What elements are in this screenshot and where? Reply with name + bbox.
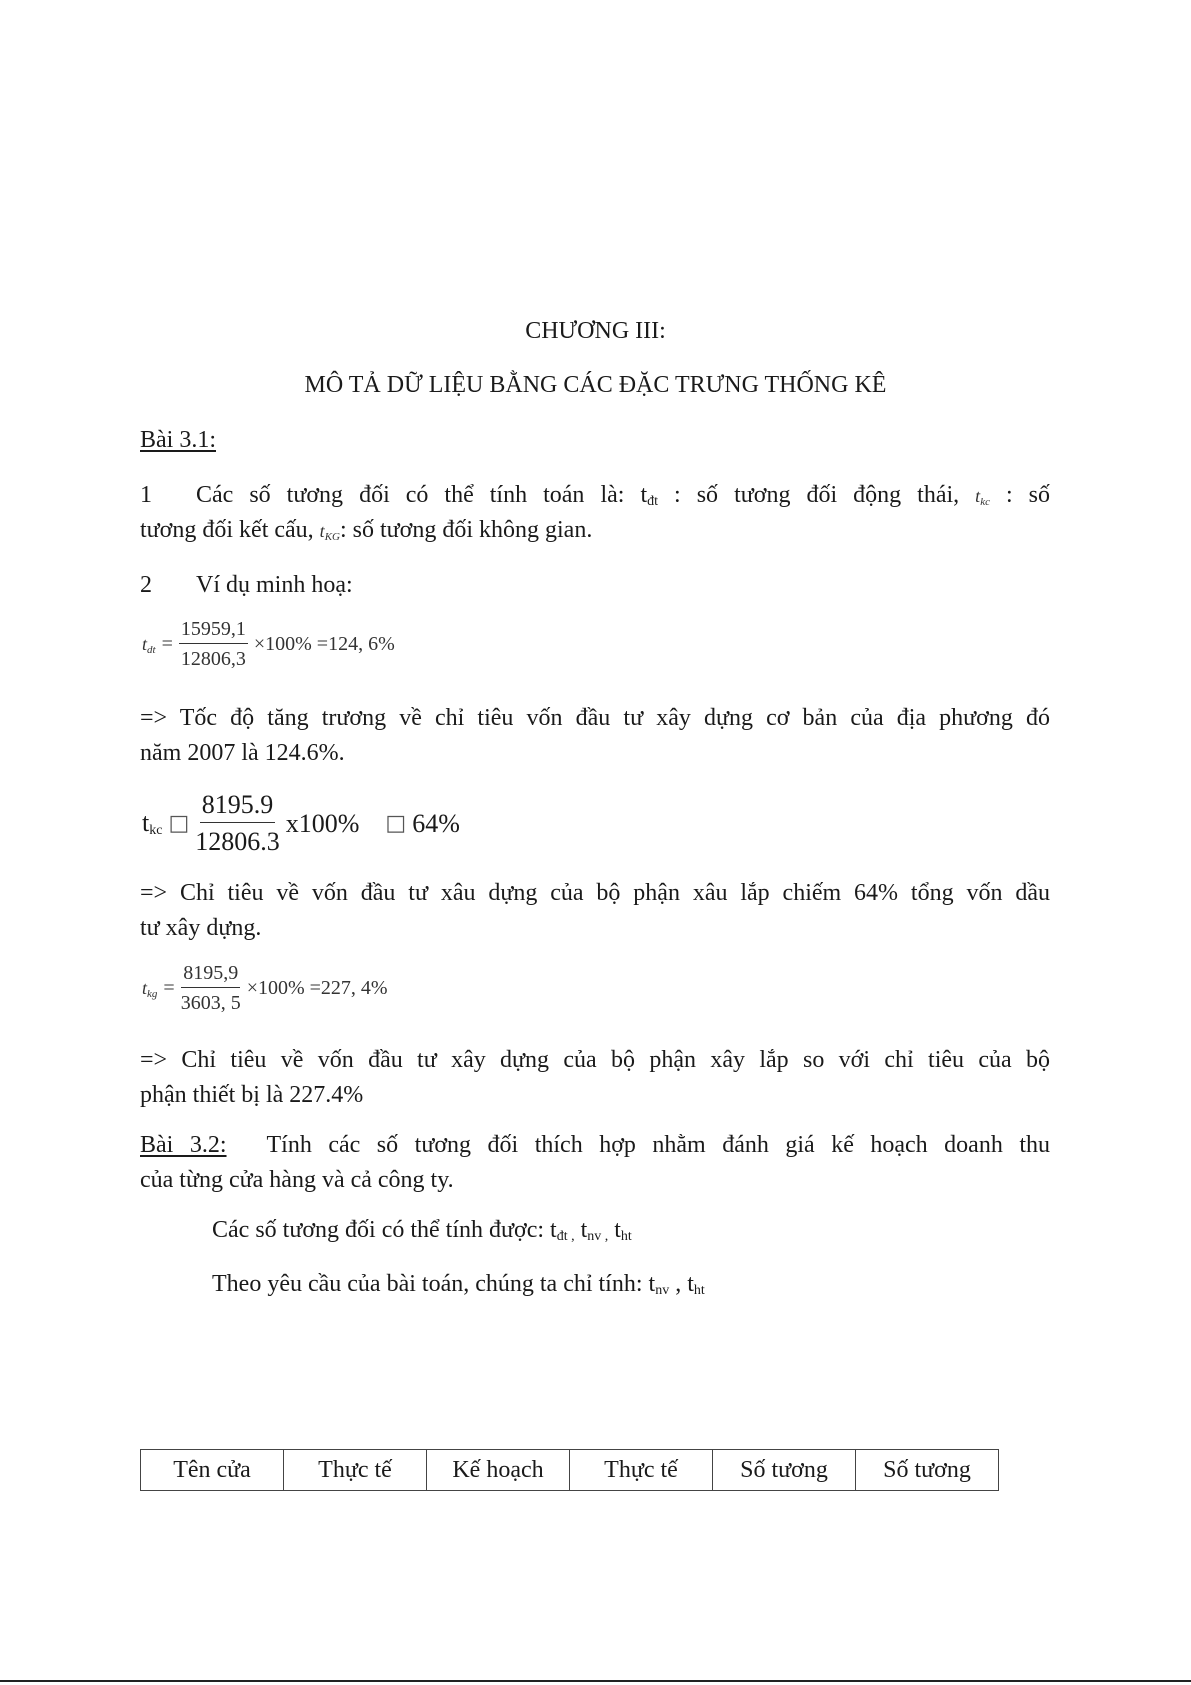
formula-tkc-denominator: 12806.3 bbox=[195, 827, 280, 856]
var-tkg: $t_{KG}$ bbox=[319, 521, 340, 543]
table-header-cell: Số tương bbox=[856, 1450, 999, 1491]
formula-tkc-multiplier: x100% bbox=[285, 808, 360, 838]
chapter-number: CHƯƠNG III: bbox=[525, 318, 666, 344]
placeholder-box-icon: □ bbox=[385, 811, 407, 836]
formula-tdt: $t_{dt}$ = $\frac{15959,1}{12806,3}$ ×100% =124, 6% bbox=[142, 618, 395, 670]
formula-tkg-denominator: 3603, 5 bbox=[180, 992, 241, 1014]
formula-tdt-numerator: 15959,1 bbox=[179, 618, 248, 644]
item-1-text-c: : số bbox=[989, 482, 1050, 508]
var-tkc: $t_{kc}$ bbox=[975, 486, 990, 508]
conclusion-2-line-2: tư xây dựng. bbox=[140, 915, 262, 941]
exercise-3-2-line-1: Bài 3.2: Tính các số tương đối thích hợp nhằm đánh giá kế hoạch doanh thu bbox=[140, 1132, 1050, 1158]
table-header-cell: Số tương bbox=[713, 1450, 856, 1491]
item-1-text-b: : số tương đối động thái, bbox=[658, 482, 976, 508]
placeholder-box-icon: □ bbox=[168, 811, 190, 836]
exercise-3-1-heading bbox=[140, 421, 1050, 459]
sub-dt: đt bbox=[647, 494, 659, 509]
formula-tdt-result: ×100% =124, 6% bbox=[253, 633, 395, 655]
table-header-cell: Thực tế bbox=[284, 1450, 427, 1491]
formula-tkg-result: ×100% =227, 4% bbox=[246, 977, 388, 999]
item-1-text-a: Các số tương đối có thể tính toán là: t bbox=[196, 482, 648, 508]
item-2 bbox=[140, 566, 1050, 604]
item-1-line-2: tương đối kết cấu, $t_{KG}$: số tương đối không gian. bbox=[140, 517, 593, 543]
formula-tkg-numerator: 8195,9 bbox=[181, 962, 240, 988]
item-1-number: 1 bbox=[140, 482, 152, 508]
table-header-cell: Tên cửa bbox=[141, 1450, 284, 1491]
page-bottom-rule bbox=[0, 1680, 1191, 1682]
formula-tkc-numerator: 8195.9 bbox=[200, 790, 276, 823]
item-2-text: Ví dụ minh hoạ: bbox=[196, 572, 353, 598]
formula-tkg: $t_{kg}$ = $\frac{8195,9}{3603, 5}$ ×100% =227, 4% bbox=[142, 962, 388, 1014]
table-header-cell: Thực tế bbox=[570, 1450, 713, 1491]
conclusion-3-line-2: phận thiết bị là 227.4% bbox=[140, 1082, 364, 1108]
chapter-title: MÔ TẢ DỮ LIỆU BẰNG CÁC ĐẶC TRƯNG THỐNG KÊ bbox=[304, 372, 887, 398]
formula-tdt-denominator: 12806,3 bbox=[180, 648, 246, 670]
conclusion-3-line-1: => Chỉ tiêu về vốn đầu tư xây dựng của bộ phận xây lắp so với chỉ tiêu của bộ bbox=[140, 1047, 1050, 1073]
exercise-3-1-label: Bài 3.1: bbox=[140, 427, 216, 453]
required-ratios: Theo yêu cầu của bài toán, chúng ta chỉ tính: $t_{nv}$ , $t_{ht}$ bbox=[212, 1271, 705, 1298]
item-2-number: 2 bbox=[140, 572, 152, 598]
conclusion-1-line-2: năm 2007 là 124.6%. bbox=[140, 740, 345, 766]
table-header-cell: Kế hoạch bbox=[427, 1450, 570, 1491]
conclusion-1-line-1: => Tốc độ tăng trương về chỉ tiêu vốn đầu tư xây dựng cơ bản của địa phương đó bbox=[140, 705, 1050, 731]
computable-ratios: Các số tương đối có thể tính được: $t_{đt ,}$ $t_{nv ,}$ $t_{ht}$ bbox=[212, 1217, 632, 1244]
exercise-3-2-line-2: của từng cửa hàng và cả công ty. bbox=[140, 1167, 454, 1193]
table-header-row bbox=[141, 1450, 999, 1491]
exercise-3-2-label: Bài 3.2: bbox=[140, 1132, 227, 1158]
data-table bbox=[140, 1449, 999, 1491]
formula-tkc-result: 64% bbox=[412, 808, 460, 838]
formula-tkc: $t_{kc}$ □ $\frac{8195.9}{12806.3}$ x100% □ 64% bbox=[142, 790, 460, 856]
conclusion-2-line-1: => Chỉ tiêu về vốn đầu tư xâu dựng của bộ phận xâu lắp chiếm 64% tổng vốn dầu bbox=[140, 880, 1050, 906]
